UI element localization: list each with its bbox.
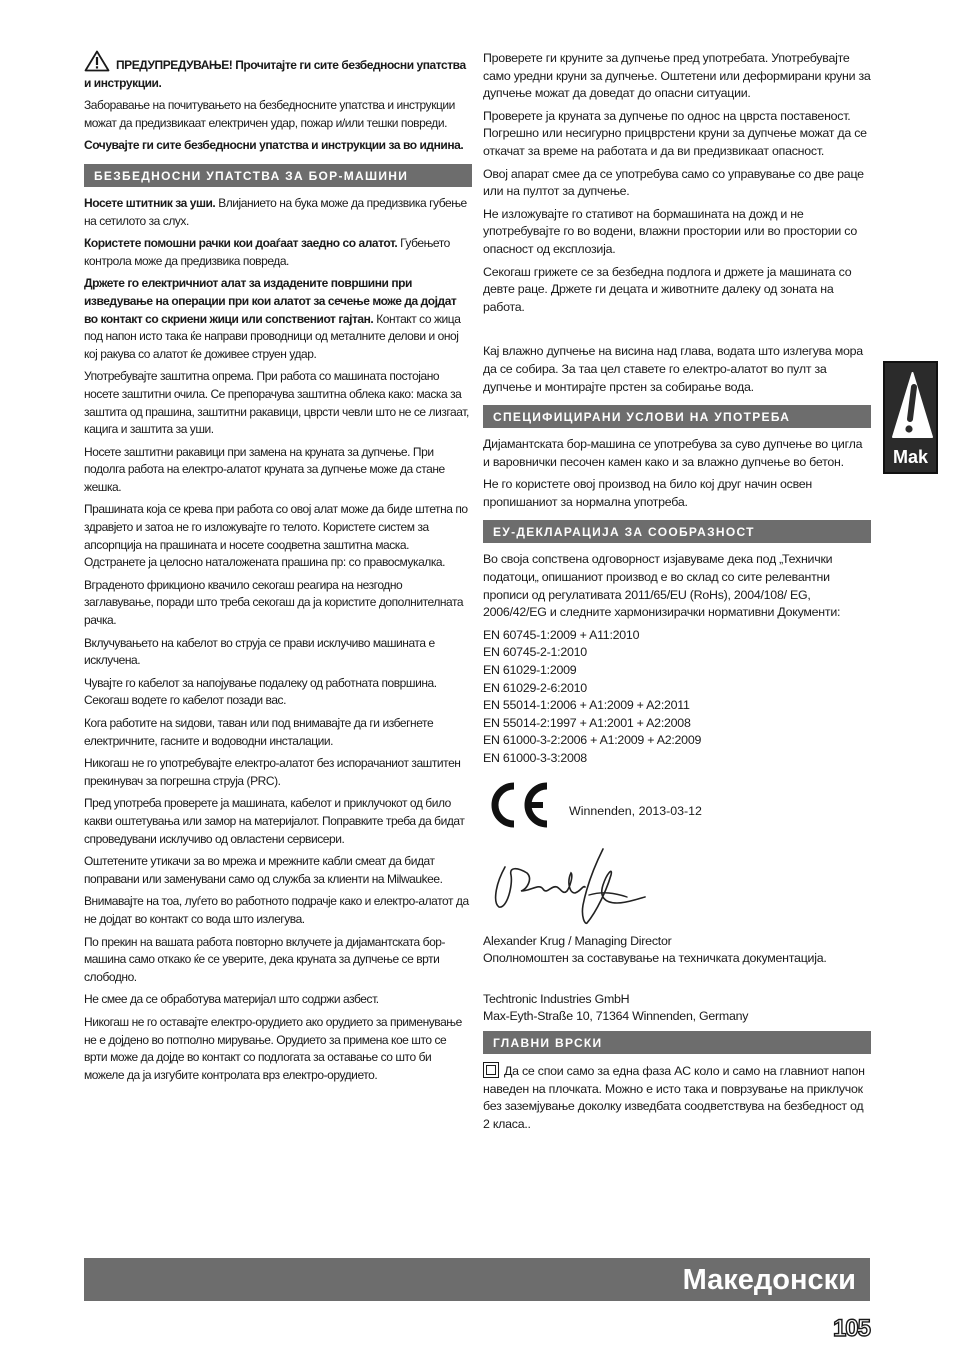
paragraph: Не изложувајте го стативот на бормашината на дожд и не употребувајте го во водени, влажни простории или во простории со опасност од експлозија. xyxy=(483,206,858,256)
paragraph: Вклучувањето на кабелот во струја се прави исклучиво машината е исклучена. xyxy=(84,635,435,668)
language-title: Македонски xyxy=(682,1264,856,1296)
section-header-ce-declaration: ЕУ-ДЕКЛАРАЦИЈА ЗА СООБРАЗНОСТ xyxy=(483,520,871,543)
class-ii-double-insulation-icon xyxy=(483,1062,499,1078)
left-column xyxy=(84,50,472,1089)
section-header-specified-use: СПЕЦИФИЦИРАНИ УСЛОВИ НА УПОТРЕБА xyxy=(483,405,871,428)
paragraph: Оштетените утикачи за во мрежа и мрежните кабли смеат да бидат поправани или заменувани само од служба за клиенти на Milwaukee. xyxy=(84,854,443,886)
standard-item: EN 61000-3-3:2008 xyxy=(483,751,587,765)
mains-paragraph: Да се спои само за една фаза AC коло и само на главниот напон наведен на плочката. Можно е исто така и поврзување на приклучок без заземјување доколку изведбата соодветствува на безбедност од 2 класа.. xyxy=(483,1063,865,1131)
side-tab-label: Mak xyxy=(892,447,928,467)
warning-heading: ПРЕДУПРЕДУВАЊЕ! Прочитајте ги сите безбедносни упатства и инструкции. xyxy=(84,50,472,92)
signature-image xyxy=(487,845,657,929)
paragraph: Никогаш не го оставајте електро-орудието ако орудието за применување не е дојдено во потполно мирување. Орудието за примена кое што се врти може да дојде во контакт со подлогата за оставање со што би можеле да ја изгубите контролата врз електро-орудието. xyxy=(84,1014,462,1082)
signer-role: Ополномоштен за составување на техничката документација. xyxy=(483,951,827,966)
paragraph: По прекин на вашата работа повторно вклучете ја дијамантската бор-машина само откако ќе се уверите, дека круната за дупчење се врти слободно. xyxy=(84,934,446,984)
paragraph: Кога работите на ѕидови, таван или под внимавајте да ги избегнете електричните, гасните и водоводни инсталации. xyxy=(84,716,434,748)
warning-triangle-icon xyxy=(890,369,935,441)
language-side-tab xyxy=(883,361,938,474)
paragraph: Прашината која се крева при работа со овој алат може да биде штетна по здравјето и затоа не го изложувајте го телото. Користете систем за апсорпција на прашината и носете соодветна заштитна маска. Одстранете ја целосно наталожената прашина пр: со правосмукалка. xyxy=(84,502,468,570)
paragraph: Внимавајте на тоа, луѓето во работното подрачје како и електро-алатот да не дојдат во контакт со вода што излегува. xyxy=(84,894,469,926)
paragraph: Пред употреба проверете ја машината, кабелот и приклучокот од било какви оштетувања или замор на материјалот. Поправките треба да бидат спроведувани исклучиво од овластени сервисери. xyxy=(84,796,465,846)
paragraph: Проверете ја круната за дупчење по однос на цврста поставеност. Погрешно или несигурно прицврстени круни за дупчење можат да се откачат за време на работата и да ви предизвикаат опасност. xyxy=(483,108,867,158)
paragraph: Дијамантската бор-машина се употребува за суво дупчење во цигла и варовнички песочен камен како и за влажно дупчење во бетон. xyxy=(483,437,863,469)
paragraph: Вграденото фрикционо квачило секогаш реагира на незгодно заглавување, поради што треба секогаш да ја користите дополнителната рачка. xyxy=(84,577,464,628)
ce-mark-icon xyxy=(487,782,551,828)
ce-row xyxy=(483,782,871,837)
footer-band xyxy=(84,1258,870,1301)
ear-protection-paragraph: Носете штитник за уши. Влијанието на бука може да предизвика губење на сетилото за слух. xyxy=(84,195,467,228)
paragraph: Кај влажно дупчење на висина над глава, водата што излегува мора да се собира. За таа цел ставете го електро-алатот во пулт за дупчење и монтирајте прстен за собирање вода. xyxy=(483,344,863,394)
aux-handle-paragraph: Користете помошни рачки кои доаѓаат заедно со алатот. Губењето контрола може да предизвика повреда. xyxy=(84,236,450,268)
ce-declaration-text: Во своја сопствена одговорност изјавуваме дека под „Технички податоци„ опишаниот производ е во склад со сите релевантни прописи од регулативата 2011/65/EU (RoHs), 2004/108/ EG, 2006/42/EG и следните хармонизирачки нормативни Документи: xyxy=(483,552,841,620)
standard-item: EN 55014-1:2006 + A1:2009 + A2:2011 xyxy=(483,698,690,713)
paragraph: Употребувајте заштитна опрема. При работа со машината постојано носете заштитни очила. Се препорачува заштитна облека како: маска за заштита од прашина, заштитни ракавици, цврсти чевли што не се лизгаат, кацига и заштита за уши. xyxy=(84,369,469,437)
page-number: 105 xyxy=(832,1315,870,1342)
company-name: Techtronic Industries GmbH xyxy=(483,991,630,1006)
right-column xyxy=(483,50,871,1138)
paragraph: Не го користете овој производ на било кој друг начин освен пропишаниот за нормална употреба. xyxy=(483,477,813,509)
warning-triangle-icon xyxy=(84,50,110,72)
paragraph: Проверете ги круните за дупчење пред употребата. Употребувајте само уредни круни за дупчење. Оштетени или деформирани круни за дупчење можат да доведат до опасни ситуации. xyxy=(483,51,871,101)
paragraph: Секогаш грижете се за безбедна подлога и држете ја машината со девте раце. Држете ги децата и животните далеку од зоната на работа. xyxy=(483,264,852,314)
keep-instructions: Сочувајте ги сите безбедносни упатства и инструкции за во иднина. xyxy=(84,138,464,153)
section-header-drill-safety: БЕЗБЕДНОСНИ УПАТСТВА ЗА БОР-МАШИНИ xyxy=(84,164,472,187)
standard-item: EN 61029-1:2009 xyxy=(483,663,577,678)
paragraph: Никогаш не го употребувајте електро-алатот без испорачаниот заштитен прекинувач за погрешна струја (PRC). xyxy=(84,756,461,788)
standard-item: EN 61000-3-2:2006 + A1:2009 + A2:2009 xyxy=(483,733,702,748)
section-header-mains: ГЛАВНИ ВРСКИ xyxy=(483,1031,871,1054)
standard-item: EN 61029-2-6:2010 xyxy=(483,680,587,695)
paragraph: Овој апарат смее да се употребува само со управување со две раце или на пултот за дупчење. xyxy=(483,166,864,199)
company-address: Max-Eyth-Straße 10, 71364 Winnenden, Germany xyxy=(483,1009,749,1024)
warning-body: Заборавање на почитувањето на безбедносните упатства и инструкции можат да предизвикаат електричен удар, пожар и/или тешки повреди. xyxy=(84,98,455,130)
paragraph: Не смее да се обработува материјал што содржи азбест. xyxy=(84,992,379,1007)
insulated-surfaces-paragraph: Држете го електричниот алат за издадените површини при изведување на операции при кои алатот за сечење може да дојдат во контакт со скриени жици или сопствениот гајтан. Контакт со жица под напон исто така ќе направи проводници од металните делови и оној кој ракува со алатот ќе доживее струен удар. xyxy=(84,276,461,361)
standard-item: EN 60745-1:2009 + A11:2010 xyxy=(483,627,640,642)
place-date: Winnenden, 2013-03-12 xyxy=(569,803,702,818)
standard-item: EN 55014-2:1997 + A1:2001 + A2:2008 xyxy=(483,715,691,730)
paragraph: Носете заштитни ракавици при замена на круната за дупчење. При подолга работа на електро-алатот круната за дупчење може да стане жешка. xyxy=(84,444,445,494)
standard-item: EN 60745-2-1:2010 xyxy=(483,645,587,660)
paragraph: Чувајте го кабелот за напојување подалеку од работната површина. Секогаш водете го кабелот позади вас. xyxy=(84,675,437,708)
standards-list xyxy=(483,627,871,768)
signer-name: Alexander Krug / Managing Director xyxy=(483,933,672,948)
